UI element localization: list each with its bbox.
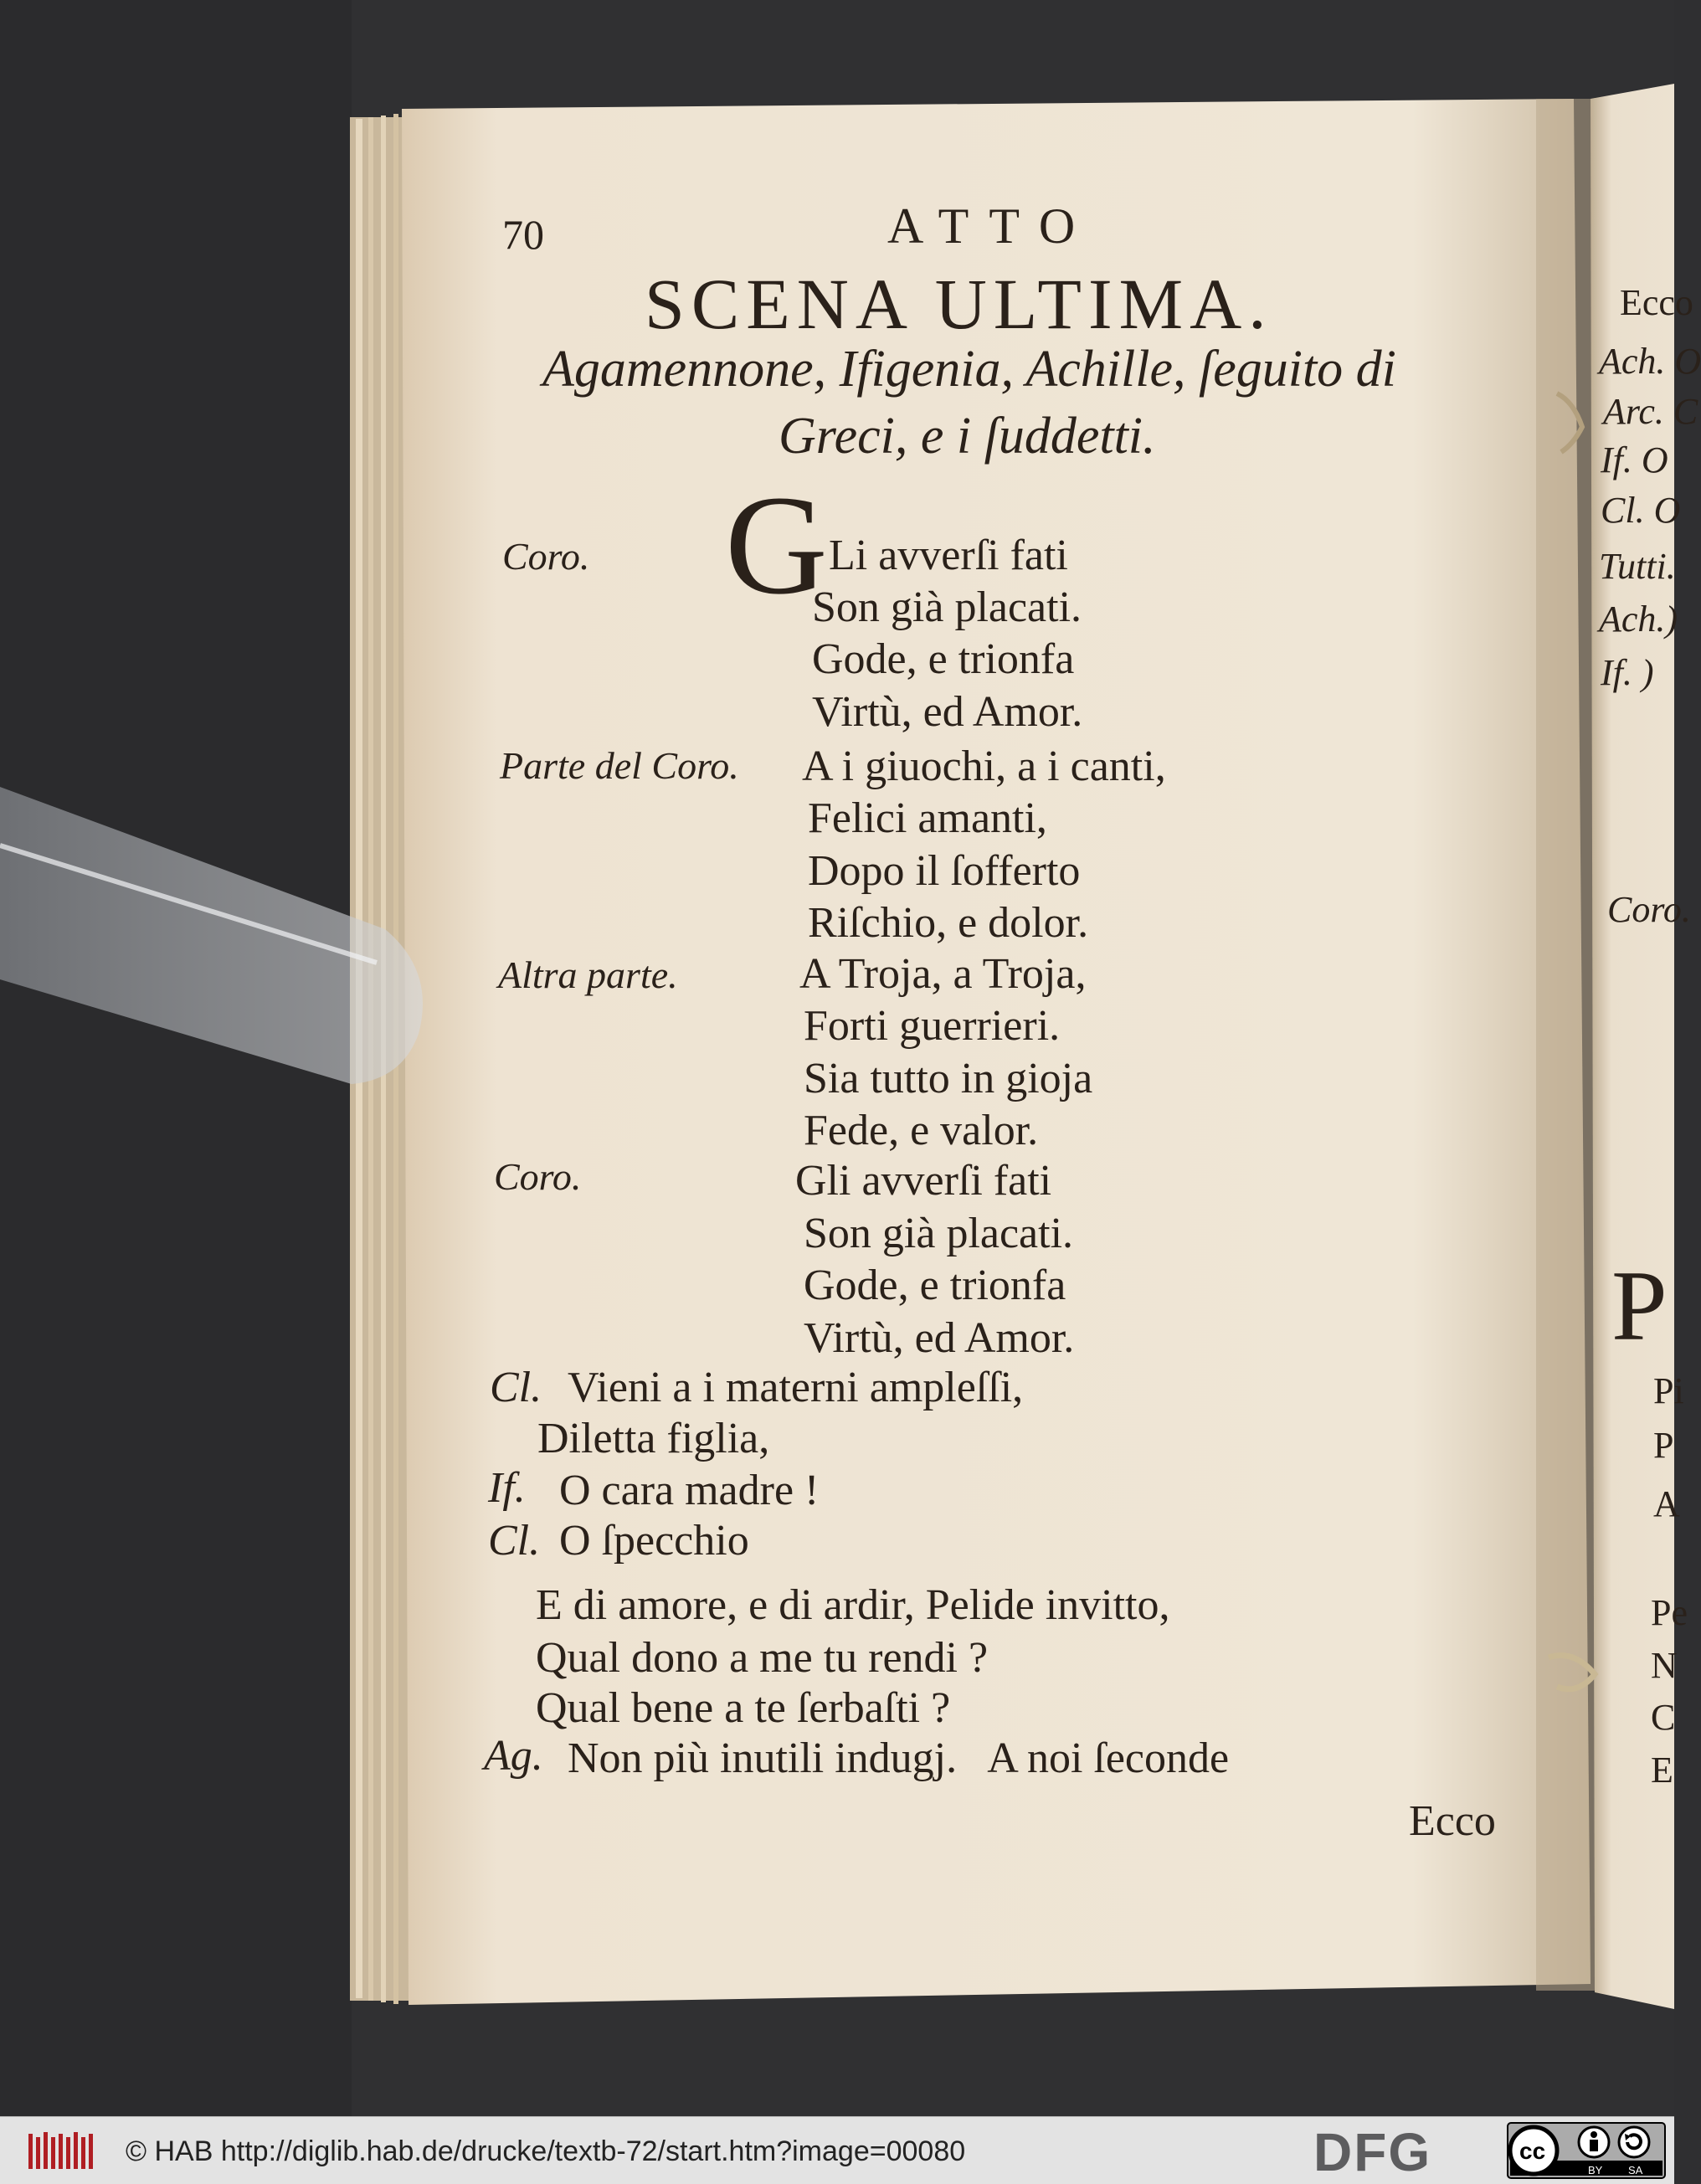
by-icon (1579, 2127, 1609, 2157)
right-page-fragment: Coro. (1607, 889, 1691, 930)
speaker-label: Parte del Coro. (500, 744, 739, 787)
svg-text:cc: cc (1519, 2138, 1546, 2164)
right-page-fragment: Arc. C (1603, 391, 1698, 432)
cc-license-badge[interactable] (1507, 2122, 1666, 2179)
verse-line: Virtù, ed Amor. (812, 688, 1083, 736)
speaker-label: Cl. (488, 1517, 541, 1565)
verse-line: Virtù, ed Amor. (804, 1314, 1075, 1362)
right-page-drop-cap: P (1611, 1250, 1668, 1361)
verse-line: Fede, e valor. (804, 1107, 1039, 1154)
right-page-fragment: Ach.) (1599, 599, 1678, 640)
right-page-fragment: P (1653, 1425, 1674, 1466)
page-number: 70 (502, 211, 544, 258)
verse-line: O cara madre ! (559, 1467, 820, 1514)
verse-line: E di amore, e di ardir, Pelide invitto, (536, 1581, 1170, 1629)
verse-line: Vieni a i materni ampleſſi, (568, 1364, 1024, 1411)
verse-line: Felici amanti, (808, 794, 1047, 842)
verse-line: Qual bene a te ſerbaſti ? (536, 1684, 951, 1732)
verse-line: O ſpecchio (559, 1517, 749, 1565)
right-page-fragment: Tutti. (1599, 546, 1676, 587)
verse-line: Li avverſi fati (829, 532, 1068, 579)
verse-line: Son già placati. (812, 583, 1082, 631)
right-page-fragment: If. ) (1601, 652, 1654, 693)
footer-bar (0, 2116, 1674, 2184)
verse-line: A Troja, a Troja, (799, 950, 1087, 998)
speaker-label: Altra parte. (498, 953, 678, 996)
speaker-label: Coro. (494, 1155, 582, 1198)
verse-line: Sia tutto in gioja (804, 1055, 1093, 1102)
characters-line: Agamennone, Ifigenia, Achille, ſeguito di (542, 341, 1396, 398)
speaker-label: If. (488, 1464, 526, 1512)
speaker-label: Cl. (490, 1364, 542, 1411)
right-page-fragment: If. O (1601, 439, 1668, 480)
verse-line: Gli avverſi fati (795, 1157, 1052, 1205)
verse-line: Non più inutili indugj. A noi ſeconde (568, 1734, 1230, 1782)
speaker-label: Ag. (484, 1732, 543, 1780)
sa-label: SA (1628, 2164, 1643, 2176)
dfg-logo (1310, 2122, 1494, 2182)
right-page-fragment: Pi (1653, 1370, 1684, 1411)
cc-icon (1510, 2127, 1557, 2174)
verse-line: Gode, e trionfa (804, 1262, 1066, 1309)
characters-line: Greci, e i ſuddetti. (779, 408, 1156, 465)
right-page-fragment: Ach. O (1599, 341, 1701, 382)
verse-line: Forti guerrieri. (804, 1002, 1061, 1050)
verse-line: Gode, e trionfa (812, 635, 1075, 683)
running-head: ATTO (887, 198, 1096, 254)
catchword: Ecco (1409, 1797, 1496, 1845)
verse-line: Son già placati. (804, 1210, 1074, 1257)
right-page-fragment: Ecco (1620, 282, 1693, 323)
right-page-fragment: Pe (1651, 1592, 1688, 1633)
right-page-fragment: C (1651, 1697, 1676, 1738)
speaker-label: Coro. (502, 535, 590, 578)
verse-line: Diletta figlia, (537, 1415, 770, 1462)
right-page-fragment: N (1651, 1645, 1678, 1686)
verse-line: Qual dono a me tu rendi ? (536, 1634, 989, 1682)
footer-copyright-link[interactable]: © HAB http://diglib.hab.de/drucke/textb-72/start.htm?image=00080 (126, 2135, 966, 2167)
right-page-fragment: A (1653, 1483, 1680, 1524)
drop-cap: G (725, 466, 828, 624)
right-page-fragment: Cl. O (1601, 490, 1681, 531)
hab-logo-icon (25, 2129, 100, 2172)
scene-title: SCENA ULTIMA. (645, 264, 1273, 344)
verse-line: Riſchio, e dolor. (808, 899, 1089, 947)
right-page-fragment: E (1651, 1750, 1673, 1791)
by-label: BY (1588, 2164, 1603, 2176)
verse-line: Dopo il ſofferto (808, 847, 1081, 895)
sa-icon (1619, 2127, 1649, 2157)
verse-line: A i giuochi, a i canti, (802, 743, 1166, 790)
dfg-logo-text: DFG (1313, 2122, 1432, 2182)
